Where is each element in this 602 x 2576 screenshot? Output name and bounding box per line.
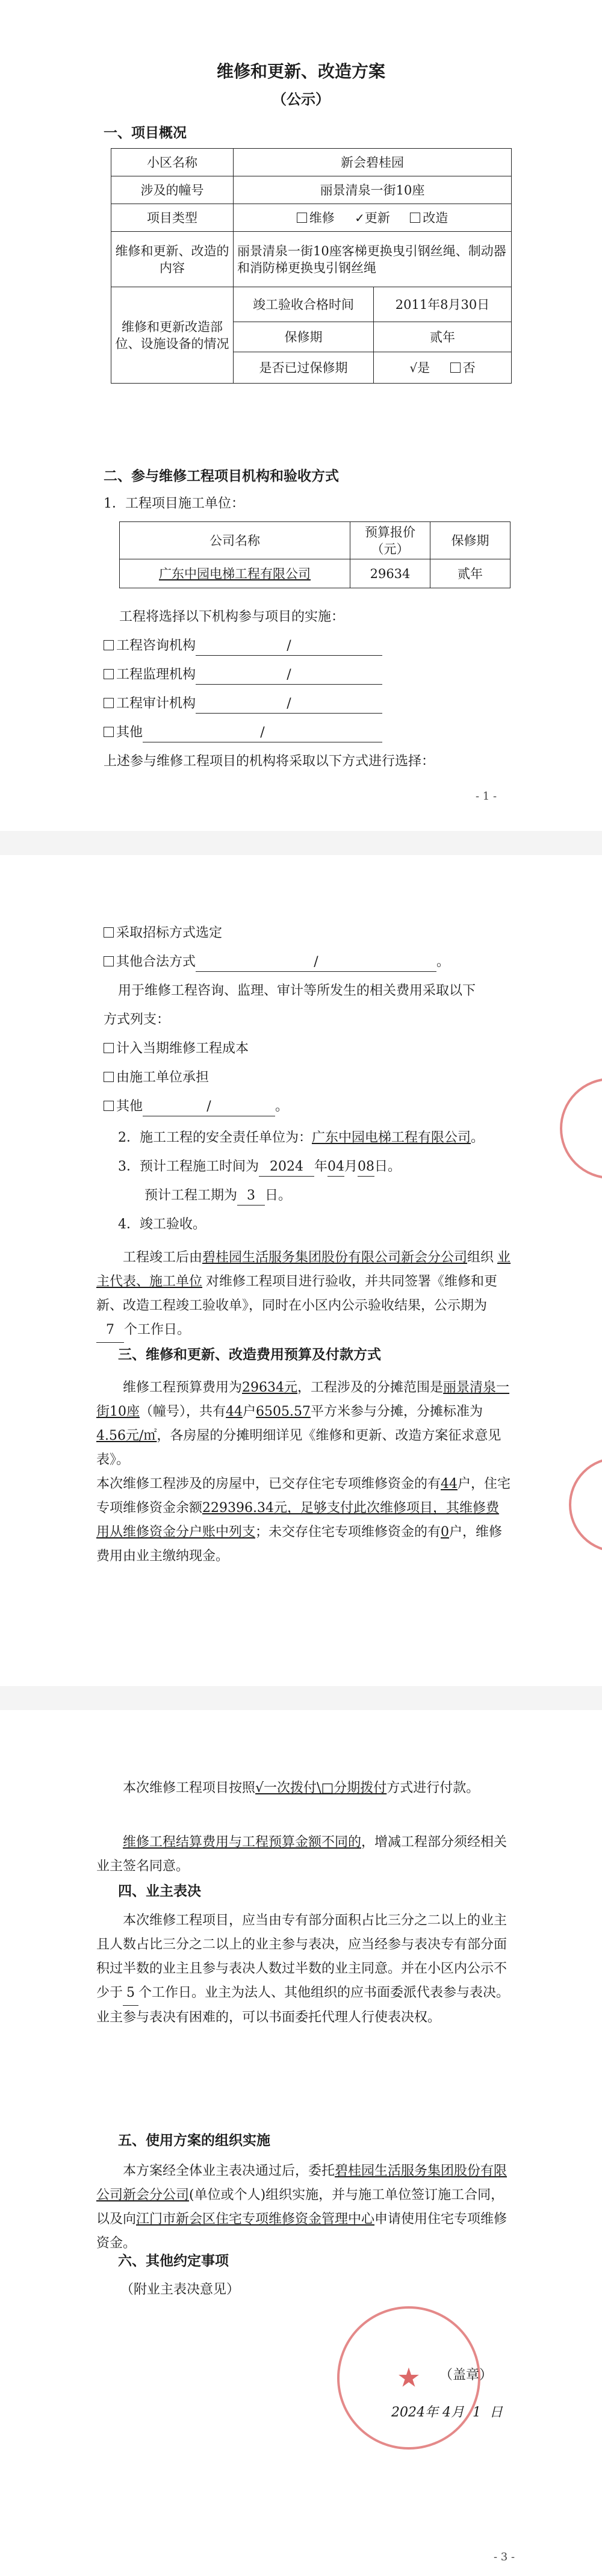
schedule-month: 04 bbox=[327, 1158, 344, 1177]
payment-once: √一次拨付 bbox=[255, 1781, 317, 1796]
duration-value: 3 bbox=[237, 1187, 265, 1206]
sign-date bbox=[391, 2404, 503, 2422]
schedule-line bbox=[118, 1158, 401, 1177]
header-company: 公司名称 bbox=[120, 522, 350, 559]
fee-cost bbox=[104, 1040, 249, 1058]
date-day: 1 bbox=[473, 2405, 481, 2420]
payment-pre: 本次维修工程项目按照 bbox=[123, 1781, 256, 1796]
budget-area: 6505.57 bbox=[256, 1404, 311, 1419]
slash-mark: / bbox=[314, 954, 318, 969]
page-number: - 3 - bbox=[494, 2551, 515, 2563]
payment-paragraph bbox=[96, 1776, 512, 1800]
acceptance-suffix: 个工作日。 bbox=[124, 1322, 191, 1337]
org-consulting-label: 工程咨询机构 bbox=[116, 638, 196, 653]
checkbox-repair bbox=[297, 213, 307, 223]
fund-suffix: 户，维修费用由业主缴纳现金。 bbox=[96, 1525, 503, 1564]
checkbox-renovate bbox=[410, 213, 420, 223]
slash-mark: / bbox=[287, 638, 291, 653]
duration-line bbox=[144, 1187, 291, 1206]
row-content-label: 维修和更新、改造的内容 bbox=[111, 232, 234, 287]
fund-balance: 229396.34元 bbox=[202, 1501, 287, 1516]
budget-mid1: ，工程涉及的分摊范围是 bbox=[297, 1380, 444, 1395]
row-community-value: 新会碧桂园 bbox=[234, 149, 512, 176]
section-5-heading: 五、使用方案的组织实施 bbox=[118, 2132, 270, 2148]
row-type-options bbox=[234, 204, 512, 232]
budget-total: 29634元 bbox=[242, 1380, 298, 1395]
fee-intro-line2: 方式列支： bbox=[104, 1012, 170, 1027]
document-subtitle: （公示） bbox=[272, 90, 330, 108]
acceptance-date-label: 竣工验收合格时间 bbox=[234, 287, 374, 322]
header-budget: 预算报价（元） bbox=[350, 522, 430, 559]
header-warranty: 保修期 bbox=[430, 522, 510, 559]
impl-mid: (单位或个人)组织实施，并与施工单位签订施工合同，以及向 bbox=[96, 2188, 504, 2227]
implementation-paragraph bbox=[96, 2159, 512, 2256]
fund-mid3: ；未交存住宅专项维修资金的有 bbox=[255, 1525, 441, 1540]
org-consulting-line bbox=[196, 637, 382, 656]
method-tender-label: 采取招标方式选定 bbox=[116, 926, 223, 941]
safety-unit-line: 2．施工工程的安全责任单位为：广东中园电梯工程有限公司。 bbox=[118, 1130, 485, 1145]
checkbox-fee-other bbox=[104, 1101, 114, 1111]
check-mark-icon: √ bbox=[409, 360, 418, 375]
partial-seal-lower bbox=[569, 1457, 602, 1552]
warranty-expired-label: 是否已过保修期 bbox=[234, 352, 374, 384]
checkbox-other-org bbox=[104, 727, 114, 737]
sign-label: （盖章） bbox=[439, 2368, 493, 2383]
fee-other: 其他 / 。 bbox=[104, 1098, 288, 1116]
contractor-budget: 29634 bbox=[350, 559, 430, 588]
contractor-table bbox=[119, 521, 510, 588]
payment-suffix: 方式进行付款。 bbox=[386, 1781, 480, 1796]
project-overview-table bbox=[111, 148, 512, 384]
checkbox-consulting bbox=[104, 640, 114, 650]
duration-label: 预计工程工期为 bbox=[144, 1188, 238, 1203]
org-supervision-line bbox=[196, 666, 382, 685]
section-2-heading: 二、参与维修工程项目机构和验收方式 bbox=[104, 468, 339, 484]
row-type-label: 项目类型 bbox=[111, 204, 234, 232]
fee-contractor bbox=[104, 1069, 209, 1087]
fund-pre: 本次维修工程涉及的房屋中，已交存住宅专项维修资金的有 bbox=[96, 1476, 441, 1492]
slash-mark: / bbox=[287, 667, 291, 682]
contractor-subheading: 1．工程项目施工单位： bbox=[104, 496, 244, 511]
org-supervision-label: 工程监理机构 bbox=[116, 667, 196, 682]
payment-separator: \ bbox=[317, 1781, 321, 1796]
date-suffix: 日 bbox=[489, 2405, 503, 2420]
row-building-label: 涉及的幢号 bbox=[111, 176, 234, 204]
fund-mid2: ，足够支付此次维修项目，其维修费用从维修资金分户账中列支 bbox=[96, 1501, 500, 1540]
checkbox-other-method bbox=[104, 956, 114, 966]
budget-units: 44 bbox=[226, 1404, 243, 1419]
checkbox-fee-contractor bbox=[104, 1072, 114, 1082]
budget-rate: 4.56元/㎡ bbox=[96, 1428, 157, 1443]
seal-star-icon: ★ bbox=[397, 2362, 421, 2394]
fund-paragraph bbox=[96, 1472, 512, 1569]
schedule-year: 2024 bbox=[259, 1158, 314, 1177]
org-audit-label: 工程审计机构 bbox=[116, 696, 196, 711]
org-other bbox=[104, 724, 382, 742]
acceptance-org: 组织 bbox=[467, 1250, 494, 1265]
org-audit-line bbox=[196, 695, 382, 714]
fund-units: 44 bbox=[441, 1476, 458, 1492]
acceptance-pre: 工程竣工后由 bbox=[123, 1250, 203, 1265]
budget-paragraph bbox=[96, 1376, 512, 1472]
method-tender bbox=[104, 924, 222, 942]
impl-company: 碧桂园生活服务集团股份有限公司新会分公司 bbox=[96, 2164, 507, 2203]
partial-seal-upper bbox=[560, 1078, 602, 1179]
safety-unit-value: 广东中园电梯工程有限公司 bbox=[312, 1130, 471, 1145]
org-supervision bbox=[104, 666, 382, 685]
method-other-line bbox=[196, 953, 436, 972]
row-community-label: 小区名称 bbox=[111, 149, 234, 176]
contractor-warranty: 贰年 bbox=[430, 559, 510, 588]
impl-suffix: 申请使用住宅专项维修资金。 bbox=[96, 2212, 507, 2251]
implementation-intro: 工程将选择以下机构参与项目的实施： bbox=[119, 609, 345, 624]
budget-mid5: ，各房屋的分摊明细详见《维修和更新、改造方案征求意见表》。 bbox=[96, 1428, 501, 1467]
date-year: 2024年 bbox=[391, 2405, 438, 2420]
budget-mid4: 平方米参与分摊，分摊标准为 bbox=[311, 1404, 483, 1419]
duration-unit: 日。 bbox=[265, 1188, 292, 1203]
check-mark-icon: ✓ bbox=[355, 210, 365, 225]
warranty-value: 贰年 bbox=[374, 322, 512, 352]
budget-scope: 丽景清泉一街10座 bbox=[96, 1380, 510, 1419]
page-1 bbox=[0, 0, 602, 831]
row-content-value: 丽景清泉一街10座客梯更换曳引钢丝绳、制动器和消防梯更换曳引钢丝绳 bbox=[234, 232, 512, 287]
checkbox-tender bbox=[104, 927, 114, 938]
schedule-label: 3．预计工程施工时间为 bbox=[118, 1159, 259, 1174]
budget-mid3: 户 bbox=[243, 1404, 256, 1419]
org-other-line bbox=[143, 724, 382, 742]
contractor-name: 广东中园电梯工程有限公司 bbox=[120, 559, 350, 588]
fee-other-label: 其他 bbox=[116, 1099, 143, 1114]
section-1-heading: 一、项目概况 bbox=[104, 125, 187, 141]
impl-pre: 本方案经全体业主表决通过后，委托 bbox=[123, 2164, 335, 2179]
payment-stage: □分期拨付 bbox=[321, 1781, 387, 1796]
warranty-expired-options bbox=[374, 352, 512, 384]
vote-text: 本次维修工程项目，应当由专有部分面积占比三分之二以上的业主且人数占比三分之二以上的业主参与表决，应当经参与表决专有部分面积过半数的业主且参与表决人数过半数的业主同意。并在小区内公示不少于 bbox=[96, 1913, 507, 2000]
settlement-paragraph bbox=[96, 1831, 512, 1879]
acceptance-heading: 4．竣工验收。 bbox=[118, 1217, 206, 1232]
vote-days: 5 bbox=[123, 1981, 138, 2006]
vote-rest: 个工作日。业主为法人、其他组织的应书面委派代表参与表决。业主参与表决有困难的，可以书面委托代理人行使表决权。 bbox=[96, 1985, 510, 2025]
checkbox-fee-cost bbox=[104, 1043, 114, 1053]
acceptance-company: 碧桂园生活服务集团股份有限公司新会分公司 bbox=[202, 1250, 468, 1265]
vote-paragraph bbox=[96, 1909, 512, 2030]
method-other-label: 其他合法方式 bbox=[116, 954, 196, 969]
checkbox-no bbox=[450, 362, 461, 373]
slash-mark: / bbox=[206, 1099, 211, 1114]
fee-cost-label: 计入当期维修工程成本 bbox=[116, 1041, 249, 1056]
schedule-year-unit: 年 bbox=[314, 1159, 328, 1174]
schedule-day: 08 bbox=[358, 1158, 374, 1177]
option-yes-label: 是 bbox=[417, 360, 430, 375]
schedule-day-unit: 日。 bbox=[374, 1159, 402, 1174]
warranty-label: 保修期 bbox=[234, 322, 374, 352]
document-title: 维修和更新、改造方案 bbox=[216, 61, 385, 81]
method-other: 其他合法方式 / 。 bbox=[104, 953, 450, 972]
org-other-label: 其他 bbox=[116, 725, 143, 740]
checkbox-supervision bbox=[104, 669, 114, 679]
acceptance-date-value: 2011年8月30日 bbox=[374, 287, 512, 322]
fund-mid1: 户，住宅专项维修资金余额 bbox=[96, 1476, 511, 1516]
option-renovate-label: 改造 bbox=[423, 210, 448, 225]
page-2 bbox=[0, 855, 602, 1686]
settlement-rest: ，增减工程部分须经相关业主签名同意。 bbox=[96, 1835, 507, 1874]
budget-mid2: （幢号），共有 bbox=[140, 1404, 226, 1419]
section-3-heading: 三、维修和更新、改造费用预算及付款方式 bbox=[118, 1346, 381, 1363]
option-repair-label: 维修 bbox=[309, 210, 335, 225]
option-update-label: 更新 bbox=[364, 210, 390, 225]
row-building-value: 丽景清泉一街10座 bbox=[234, 176, 512, 204]
attachment-note: （附业主表决意见） bbox=[120, 2282, 240, 2297]
slash-mark: / bbox=[287, 696, 291, 711]
acceptance-days: 7 bbox=[96, 1318, 124, 1343]
section-6-heading: 六、其他约定事项 bbox=[118, 2253, 229, 2269]
row-facility-label: 维修和更新改造部位、设施设备的情况 bbox=[111, 287, 234, 384]
page-number: - 1 - bbox=[476, 790, 497, 803]
acceptance-parties: 业主代表、施工单位 bbox=[96, 1250, 511, 1289]
fee-other-line bbox=[143, 1098, 275, 1116]
page-3 bbox=[0, 1710, 602, 2576]
checkbox-audit bbox=[104, 698, 114, 708]
settlement-underlined: 维修工程结算费用与工程预算金额不同的 bbox=[123, 1835, 362, 1850]
fund-none: 0 bbox=[441, 1525, 450, 1540]
fee-contractor-label: 由施工单位承担 bbox=[116, 1070, 209, 1085]
acceptance-text: 对维修工程项目进行验收，并共同签署《维修和更新、改造工程竣工验收单》，同时在小区内公示验收结果，公示期为 bbox=[96, 1274, 498, 1313]
schedule-month-unit: 月 bbox=[344, 1159, 358, 1174]
option-no-label: 否 bbox=[462, 360, 476, 375]
section-4-heading: 四、业主表决 bbox=[118, 1883, 201, 1899]
org-consulting bbox=[104, 637, 382, 656]
date-month: 4月 bbox=[442, 2405, 464, 2420]
acceptance-paragraph bbox=[96, 1246, 512, 1343]
selection-intro: 上述参与维修工程项目的机构将采取以下方式进行选择： bbox=[104, 754, 435, 769]
org-audit bbox=[104, 695, 382, 714]
fee-intro-line1: 用于维修工程咨询、监理、审计等所发生的相关费用采取以下 bbox=[118, 983, 476, 998]
impl-center: 江门市新会区住宅专项维修资金管理中心 bbox=[136, 2212, 375, 2227]
safety-unit-label: 2．施工工程的安全责任单位为： bbox=[118, 1130, 312, 1145]
budget-pre: 维修工程预算费用为 bbox=[123, 1380, 243, 1395]
slash-mark: / bbox=[260, 725, 265, 740]
